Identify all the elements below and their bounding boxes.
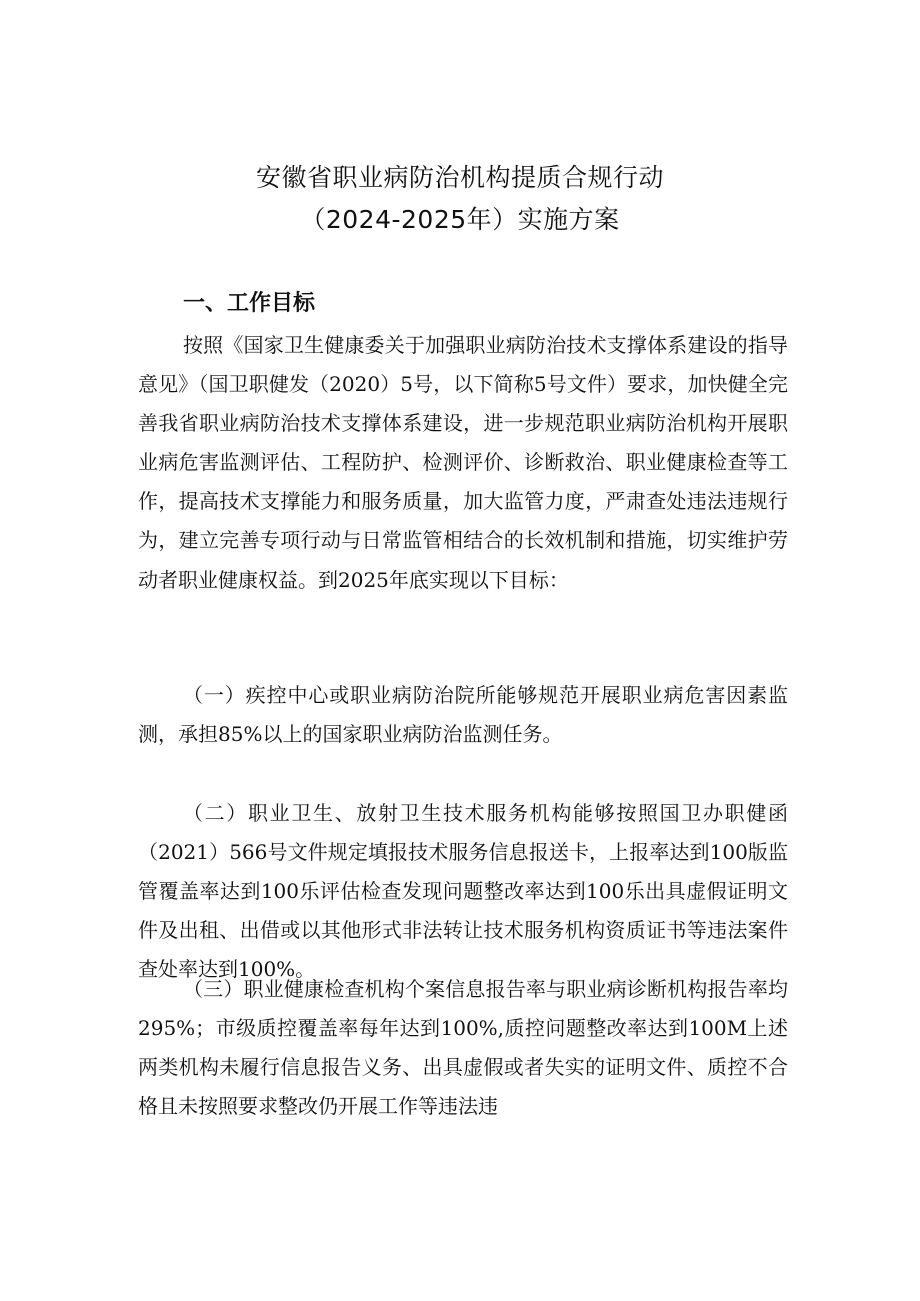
paragraph-item-2: （二）职业卫生、放射卫生技术服务机构能够按照国卫办职健函（2021）566号文件规定填报技术服务信息报送卡，上报率达到100版监管覆盖率达到100乐评估检查发现问题整改率达到100乐出具虚假证明文件及出租、出借或以其他形式非法转让技术服务机构资质证书等违法案件查处率达到100%。 — [138, 801, 788, 982]
section-heading: 一、工作目标 — [183, 291, 316, 316]
document-title-line1: 安徽省职业病防治机构提质合规行动 — [255, 163, 664, 192]
paragraph-item-1: （一）疾控中心或职业病防治院所能够规范开展职业病危害因素监测，承担85%以上的国家职业病防治监测任务。 — [138, 683, 788, 747]
document-title-line2: （2024-2025年）实施方案 — [300, 205, 620, 234]
paragraph-item-3: （三）职业健康检查机构个案信息报告率与职业病诊断机构报告率均295%；市级质控覆盖率每年达到100%,质控问题整改率达到100M上述两类机构未履行信息报告义务、出具虚假或者失实的证明文件、质控不合格且未按照要求整改仍开展工作等违法违 — [138, 977, 788, 1119]
paragraph-goal-intro: 按照《国家卫生健康委关于加强职业病防治技术支撑体系建设的指导意见》（国卫职健发（2020）5号，以下简称5号文件）要求，加快健全完善我省职业病防治技术支撑体系建设，进一步规范职业病防治机构开展职业病危害监测评估、工程防护、检测评价、诊断救治、职业健康检查等工作，提高技术支撑能力和服务质量，加大监管力度，严肃查处违法违规行为，建立完善专项行动与日常监管相结合的长效机制和措施，切实维护劳动者职业健康权益。到2025年底实现以下目标： — [138, 333, 788, 592]
